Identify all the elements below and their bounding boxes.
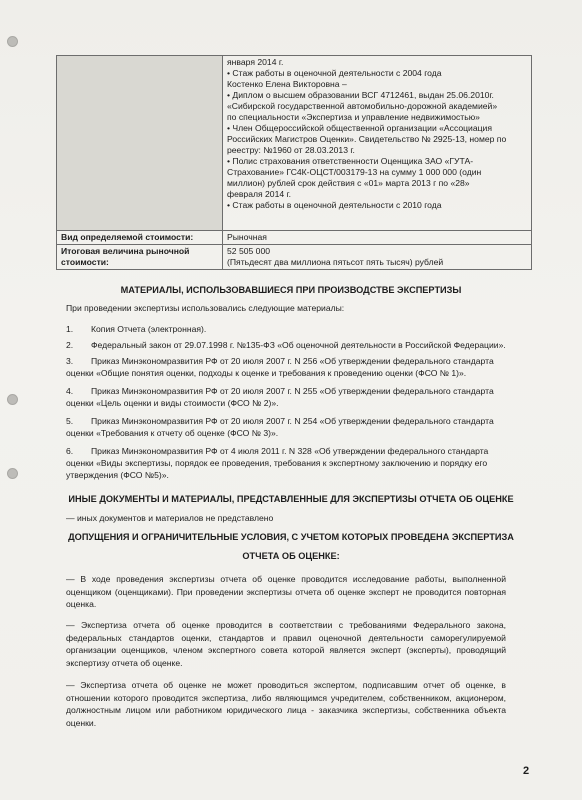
list-item: оценки «Виды экспертизы, порядок ее проведения, требования к экспертному заключению и порядку его	[66, 458, 488, 468]
cell-line: января 2014 г.	[227, 57, 284, 67]
cell-line: Рыночная	[227, 232, 267, 242]
table-label-cell	[57, 56, 223, 231]
cell-line: • Диплом о высшем образовании ВСГ 4712461, выдан 25.06.2010г.	[227, 90, 494, 100]
appraiser-info-table	[56, 55, 532, 270]
cell-line: • Член Общероссийской общественной организации «Ассоциация	[227, 123, 493, 133]
punch-hole	[7, 468, 18, 479]
list-item: Приказ Минэкономразвития РФ от 4 июля 2011 г. N 328 «Об утверждении федерального стандарта	[91, 446, 489, 456]
punch-hole	[7, 36, 18, 47]
table-row	[57, 231, 532, 245]
table-label-cell: Итоговая величина рыночной стоимости:	[57, 245, 223, 270]
paragraph-line: оценка.	[66, 599, 97, 609]
cell-line: Российских Магистров Оценки». Свидетельство № 2925-13, номер по	[227, 134, 507, 144]
list-item-number: 3.	[66, 356, 74, 366]
paragraph-line: федеральных стандартов оценки, стандартов и правил оценочной деятельности саморегулируемой	[66, 632, 506, 643]
cell-line: (Пятьдесят два миллиона пятьсот пять тысяч) рублей	[227, 257, 444, 267]
paragraph-line: должностным лицом или работником юридического лица - заказчика экспертизы, собственника объекта	[66, 705, 506, 715]
list-item-number: 2.	[66, 340, 74, 350]
paragraph-line: — В ходе проведения экспертизы отчета об оценке проводится исследование работы, выполненной	[66, 574, 506, 584]
section-title-assumptions: ДОПУЩЕНИЯ И ОГРАНИЧИТЕЛЬНЫЕ УСЛОВИЯ, С УЧЕТОМ КОТОРЫХ ПРОВЕДЕНА ЭКСПЕРТИЗА	[68, 532, 514, 542]
paragraph-line: организации оценщиков, членом экспертного совета которой является эксперт (эксперты), проводящий	[66, 645, 506, 655]
list-item: Приказ Минэкономразвития РФ от 20 июля 2007 г. N 254 «Об утверждении федерального стандарта	[91, 416, 494, 426]
cell-line: по специальности «Экспертиза и управление недвижимостью»	[227, 112, 480, 122]
paragraph-line: отношении которого проводится экспертиза, либо являющимся учредителем, собственником, акционером,	[66, 692, 506, 703]
list-item: Федеральный закон от 29.07.1998 г. №135-ФЗ «Об оценочной деятельности в Российской Федерации».	[91, 340, 506, 350]
list-item: утверждения (ФСО №5)».	[66, 470, 169, 480]
table-value-cell	[223, 231, 532, 245]
cell-line: 52 505 000	[227, 246, 271, 256]
list-item: Приказ Минэкономразвития РФ от 20 июля 2007 г. N 256 «Об утверждении федерального стандарта	[91, 356, 494, 366]
cell-line: Страхование» ГС4К-ОЦСТ/003179-13 на сумму 1 000 000 (один	[227, 167, 482, 177]
materials-intro: При проведении экспертизы использовались следующие материалы:	[66, 303, 345, 313]
assumption-paragraph	[66, 619, 506, 669]
table-value-cell	[223, 56, 532, 231]
section-title-other-documents: ИНЫЕ ДОКУМЕНТЫ И МАТЕРИАЛЫ, ПРЕДСТАВЛЕННЫЕ ДЛЯ ЭКСПЕРТИЗЫ ОТЧЕТА ОБ ОЦЕНКЕ	[68, 494, 514, 504]
list-item: оценки «Цель оценки и виды стоимости (ФСО № 2)».	[66, 398, 279, 408]
table-row	[57, 245, 532, 270]
list-item-number: 1.	[66, 324, 74, 334]
section-title-assumptions-line2: ОТЧЕТА ОБ ОЦЕНКЕ:	[242, 551, 340, 561]
list-item-number: 6.	[66, 446, 74, 456]
list-item: оценки «Общие понятия оценки, подходы к оценке и требования к проведению оценки (ФСО № 1)».	[66, 368, 467, 378]
table-label-cell: Вид определяемой стоимости:	[57, 231, 223, 245]
list-item-number: 5.	[66, 416, 74, 426]
assumption-paragraph	[66, 573, 506, 611]
paragraph-line: экспертизу отчета об оценке.	[66, 657, 183, 668]
cell-line: реестру: №1960 от 28.03.2013 г.	[227, 145, 355, 155]
cell-line: миллион) рублей срок действия с «01» марта 2013 г по «28»	[227, 178, 470, 188]
cell-line: «Сибирской государственной автомобильно-дорожной академией»	[227, 101, 498, 111]
table-row	[57, 56, 532, 231]
punch-hole	[7, 394, 18, 405]
cell-line: • Стаж работы в оценочной деятельности с 2004 года	[227, 68, 442, 78]
other-documents-item: — иных документов и материалов не представлено	[66, 513, 274, 523]
list-item: Приказ Минэкономразвития РФ от 20 июля 2007 г. N 255 «Об утверждении федерального стандарта	[91, 386, 494, 396]
list-item-number: 4.	[66, 386, 74, 396]
list-item: Копия Отчета (электронная).	[91, 324, 207, 334]
paragraph-line: оценщиком (оценщиками). При проведении экспертизы отчета об оценке эксперт не проводится повторная	[66, 586, 506, 597]
paragraph-line: — Экспертиза отчета об оценке не может проводиться экспертом, подписавшим отчет об оценке, в	[66, 680, 506, 690]
assumption-paragraph	[66, 679, 506, 729]
page-number: 2	[523, 765, 530, 777]
section-title-materials: МАТЕРИАЛЫ, ИСПОЛЬЗОВАВШИЕСЯ ПРИ ПРОИЗВОДСТВЕ ЭКСПЕРТИЗЫ	[120, 285, 462, 295]
list-item: оценки «Требования к отчету об оценке (ФСО № 3)».	[66, 428, 279, 438]
cell-line: • Стаж работы в оценочной деятельности с 2010 года	[227, 200, 442, 210]
table-value-cell	[223, 245, 532, 270]
paragraph-line: оценки.	[66, 717, 97, 728]
cell-line: • Полис страхования ответственности Оценщика ЗАО «ГУТА-	[227, 156, 474, 166]
cell-line: Костенко Елена Викторовна –	[227, 79, 347, 89]
paragraph-line: — Экспертиза отчета об оценке проводится в соответствии с требованиями Федерального закона,	[66, 620, 506, 630]
cell-line: февраля 2014 г.	[227, 189, 292, 199]
